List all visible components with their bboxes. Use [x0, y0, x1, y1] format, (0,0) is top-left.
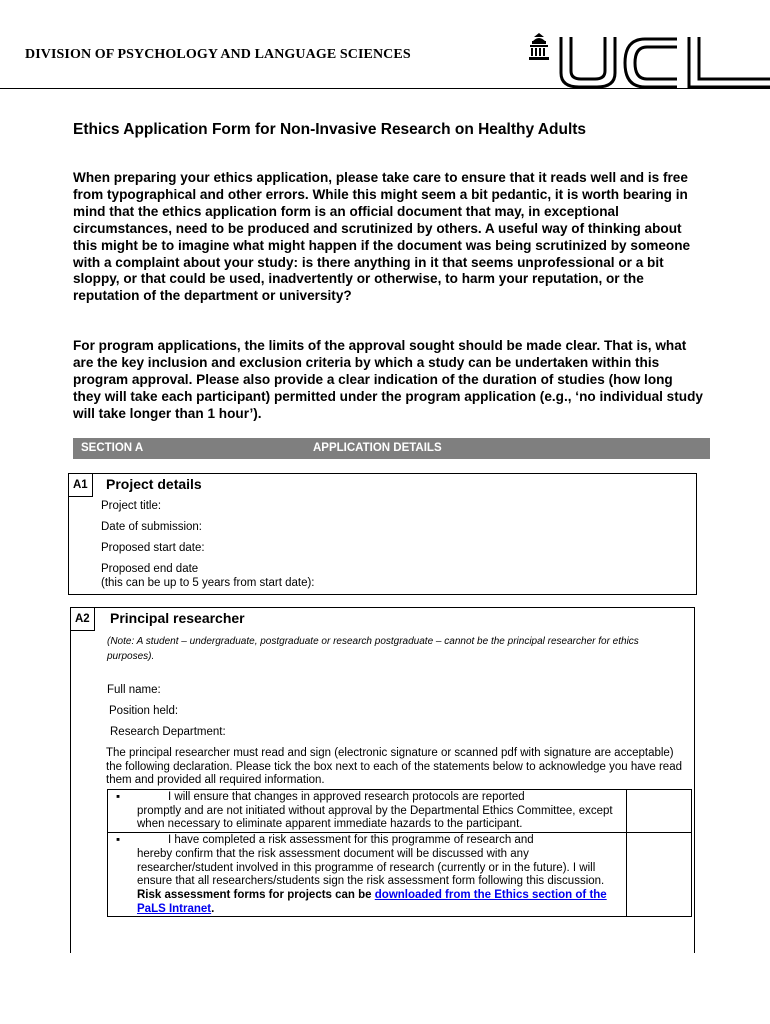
bullet-icon: ▪ — [116, 791, 121, 803]
statement-first-line: I will ensure that changes in approved research protocols are reported — [168, 791, 525, 803]
statement-text — [108, 790, 627, 833]
principal-researcher-title: Principal researcher — [110, 610, 245, 626]
project-title-field[interactable]: Project title: — [101, 500, 162, 512]
full-name-field[interactable]: Full name: — [107, 684, 161, 696]
bullet-icon: ▪ — [116, 834, 121, 847]
position-held-field[interactable]: Position held: — [109, 705, 179, 717]
ucl-logo — [527, 33, 770, 91]
project-details-box — [68, 473, 697, 595]
principal-researcher-box — [70, 607, 695, 953]
student-note: (Note: A student – undergraduate, postgraduate or research postgraduate – cannot be the principal researcher for ethics purposes). — [107, 636, 639, 662]
risk-note-end: . — [211, 902, 215, 915]
section-label: SECTION A — [81, 442, 144, 454]
portico-icon — [529, 33, 549, 60]
declaration-statements — [107, 789, 692, 917]
section-a-header — [73, 438, 710, 459]
end-date-label: Proposed end date — [101, 563, 199, 575]
header-rule — [0, 88, 770, 89]
end-date-note: (this can be up to 5 years from start date): — [101, 576, 315, 589]
statement-checkbox[interactable] — [627, 790, 692, 833]
ethics-intranet-link[interactable]: downloaded from the Ethics section of the PaLS Intranet — [137, 888, 607, 915]
section-title: APPLICATION DETAILS — [313, 442, 442, 454]
statement-rest: promptly and are not initiated without approval by the Departmental Ethics Committee, except when necessary to eliminate apparent immediate hazards to the participant. — [137, 804, 613, 831]
statement-text — [108, 833, 627, 917]
form-title: Ethics Application Form for Non-Invasive Research on Healthy Adults — [73, 121, 587, 138]
statement-rest: hereby confirm that the risk assessment document will be discussed with any researcher/student involved in this programme of research (currently or in the future). I will ensure that all researchers/students sign the risk assessment form following this discussion. — [137, 847, 605, 888]
intro-paragraph-2: For program applications, the limits of the approval sought should be made clear. That is, what are the key inclusion and exclusion criteria by which a study can be undertaken within this program approval. Please also provide a clear indication of the duration of studies (how long they will take each participant) permitted under the program application (e.g., ‘no individual study will take longer than 1 hour’). — [73, 338, 703, 421]
risk-note-text: Risk assessment forms for projects can be — [137, 888, 375, 901]
statement-first-line: I have completed a risk assessment for this programme of research and — [168, 834, 534, 847]
submission-date-field[interactable]: Date of submission: — [101, 521, 202, 533]
project-details-title: Project details — [106, 476, 202, 492]
start-date-field[interactable]: Proposed start date: — [101, 542, 205, 554]
research-department-field[interactable]: Research Department: — [110, 726, 226, 738]
risk-assessment-note — [112, 889, 622, 916]
a1-tag: A1 — [69, 474, 93, 497]
statement-checkbox[interactable] — [627, 833, 692, 917]
a2-tag: A2 — [71, 608, 95, 631]
division-title: DIVISION OF PSYCHOLOGY AND LANGUAGE SCIENCES — [25, 47, 411, 62]
intro-paragraph-1: When preparing your ethics application, please take care to ensure that it reads well and is free from typographical and other errors. While this might seem a bit pedantic, it is worth bearing in mind that the ethics application form is an official document that may, in exceptional circumstances, need to be produced and scrutinized by others. A useful way of thinking about this might be to imagine what might happen if the document was being scrutinized by someone with a complaint about your study: is there anything in it that seems unprofessional or a bit sloppy, or that could be used, inadvertently or otherwise, to harm your reputation, or the reputation of the department or university? — [73, 170, 691, 304]
statement-row — [108, 833, 692, 917]
statement-row — [108, 790, 692, 833]
end-date-field[interactable] — [101, 563, 315, 590]
declaration-text: The principal researcher must read and sign (electronic signature or scanned pdf with signature are acceptable) the following declaration. Please tick the box next to each of the statements below to acknowledge you have read them and provided all required information. — [106, 747, 682, 787]
